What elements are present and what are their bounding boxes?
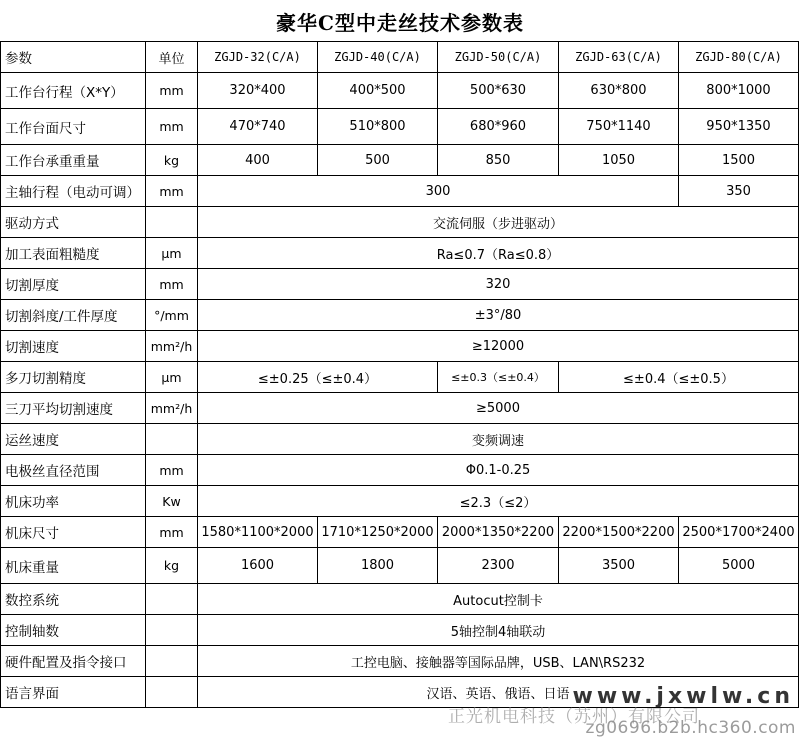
table-row bbox=[1, 455, 799, 486]
table-row bbox=[1, 300, 799, 331]
cell-value: 5轴控制4轴联动 bbox=[198, 615, 799, 646]
row-label: 控制轴数 bbox=[1, 615, 146, 646]
table-row bbox=[1, 517, 799, 548]
cell-value: 1800 bbox=[318, 548, 438, 584]
row-label: 加工表面粗糙度 bbox=[1, 238, 146, 269]
header-model: ZGJD-32(C/A) bbox=[198, 42, 318, 73]
cell-value: 交流伺服（步进驱动） bbox=[198, 207, 799, 238]
row-unit: μm bbox=[146, 362, 198, 393]
row-label: 机床功率 bbox=[1, 486, 146, 517]
table-row bbox=[1, 73, 799, 109]
header-model: ZGJD-40(C/A) bbox=[318, 42, 438, 73]
cell-value: ≤2.3（≤2） bbox=[198, 486, 799, 517]
row-unit bbox=[146, 424, 198, 455]
row-label: 硬件配置及指令接口 bbox=[1, 646, 146, 677]
cell-value: 变频调速 bbox=[198, 424, 799, 455]
cell-value: 500 bbox=[318, 145, 438, 176]
row-unit: mm bbox=[146, 73, 198, 109]
cell-value: 工控电脑、接触器等国际品牌，USB、LAN\RS232 bbox=[198, 646, 799, 677]
cell-value: 320 bbox=[198, 269, 799, 300]
row-label: 电极丝直径范围 bbox=[1, 455, 146, 486]
cell-value: 400*500 bbox=[318, 73, 438, 109]
table-row bbox=[1, 238, 799, 269]
row-label: 切割斜度/工件厚度 bbox=[1, 300, 146, 331]
row-unit bbox=[146, 584, 198, 615]
cell-value: ≤±0.4（≤±0.5） bbox=[559, 362, 799, 393]
cell-value: 500*630 bbox=[438, 73, 559, 109]
row-label: 切割速度 bbox=[1, 331, 146, 362]
row-unit bbox=[146, 615, 198, 646]
row-unit: °/mm bbox=[146, 300, 198, 331]
table-row bbox=[1, 584, 799, 615]
cell-value: ≤±0.25（≤±0.4） bbox=[198, 362, 438, 393]
row-label: 切割厚度 bbox=[1, 269, 146, 300]
cell-value: 350 bbox=[679, 176, 799, 207]
cell-value: 1710*1250*2000 bbox=[318, 517, 438, 548]
row-unit: μm bbox=[146, 238, 198, 269]
cell-value: 300 bbox=[198, 176, 679, 207]
cell-value: 汉语、英语、俄语、日语 bbox=[198, 677, 799, 708]
cell-value: Ra≤0.7（Ra≤0.8） bbox=[198, 238, 799, 269]
cell-value: 1600 bbox=[198, 548, 318, 584]
cell-value: 320*400 bbox=[198, 73, 318, 109]
row-label: 数控系统 bbox=[1, 584, 146, 615]
header-model: ZGJD-63(C/A) bbox=[559, 42, 679, 73]
cell-value: 1580*1100*2000 bbox=[198, 517, 318, 548]
row-label: 语言界面 bbox=[1, 677, 146, 708]
row-label: 三刀平均切割速度 bbox=[1, 393, 146, 424]
table-row bbox=[1, 486, 799, 517]
row-unit: mm²/h bbox=[146, 331, 198, 362]
table-row bbox=[1, 424, 799, 455]
row-label: 工作台承重重量 bbox=[1, 145, 146, 176]
row-unit: kg bbox=[146, 548, 198, 584]
cell-value: 400 bbox=[198, 145, 318, 176]
cell-value: Φ0.1-0.25 bbox=[198, 455, 799, 486]
cell-value: Autocut控制卡 bbox=[198, 584, 799, 615]
row-unit: mm bbox=[146, 109, 198, 145]
watermark-company: 正光机电科技（苏州）有限公司 bbox=[448, 707, 700, 727]
row-label: 多刀切割精度 bbox=[1, 362, 146, 393]
cell-value: 510*800 bbox=[318, 109, 438, 145]
row-label: 机床重量 bbox=[1, 548, 146, 584]
row-unit: kg bbox=[146, 145, 198, 176]
watermark-site: www.jxwlw.cn bbox=[572, 684, 794, 709]
header-param: 参数 bbox=[1, 42, 146, 73]
cell-value: ≥5000 bbox=[198, 393, 799, 424]
table-row bbox=[1, 646, 799, 677]
row-unit: mm bbox=[146, 176, 198, 207]
cell-value: 2200*1500*2200 bbox=[559, 517, 679, 548]
header-unit: 单位 bbox=[146, 42, 198, 73]
cell-value: 950*1350 bbox=[679, 109, 799, 145]
cell-value: 850 bbox=[438, 145, 559, 176]
row-label: 主轴行程（电动可调） bbox=[1, 176, 146, 207]
cell-value: 1500 bbox=[679, 145, 799, 176]
row-unit bbox=[146, 646, 198, 677]
row-unit bbox=[146, 677, 198, 708]
table-row bbox=[1, 269, 799, 300]
table-row bbox=[1, 145, 799, 176]
row-label: 机床尺寸 bbox=[1, 517, 146, 548]
cell-value: 5000 bbox=[679, 548, 799, 584]
cell-value: 3500 bbox=[559, 548, 679, 584]
row-label: 工作台行程（X*Y） bbox=[1, 73, 146, 109]
cell-value: 2000*1350*2200 bbox=[438, 517, 559, 548]
cell-value: 1050 bbox=[559, 145, 679, 176]
table-row bbox=[1, 207, 799, 238]
row-unit: mm²/h bbox=[146, 393, 198, 424]
table-row bbox=[1, 331, 799, 362]
table-row bbox=[1, 176, 799, 207]
page-title: 豪华C型中走丝技术参数表 bbox=[276, 10, 524, 35]
table-row bbox=[1, 109, 799, 145]
row-unit: mm bbox=[146, 455, 198, 486]
spec-table bbox=[0, 41, 799, 708]
cell-value: 2300 bbox=[438, 548, 559, 584]
cell-value: 680*960 bbox=[438, 109, 559, 145]
header-model: ZGJD-80(C/A) bbox=[679, 42, 799, 73]
cell-value: 2500*1700*2400 bbox=[679, 517, 799, 548]
row-label: 运丝速度 bbox=[1, 424, 146, 455]
cell-value: ≥12000 bbox=[198, 331, 799, 362]
cell-value: 630*800 bbox=[559, 73, 679, 109]
table-row bbox=[1, 362, 799, 393]
table-row bbox=[1, 615, 799, 646]
cell-value: ±3°/80 bbox=[198, 300, 799, 331]
watermark-url: zg0696.b2b.hc360.com bbox=[585, 718, 796, 738]
row-unit bbox=[146, 207, 198, 238]
table-row bbox=[1, 548, 799, 584]
header-row bbox=[1, 42, 799, 73]
row-unit: mm bbox=[146, 269, 198, 300]
table-row bbox=[1, 393, 799, 424]
row-label: 驱动方式 bbox=[1, 207, 146, 238]
row-unit: mm bbox=[146, 517, 198, 548]
cell-value: 750*1140 bbox=[559, 109, 679, 145]
row-unit: Kw bbox=[146, 486, 198, 517]
header-model: ZGJD-50(C/A) bbox=[438, 42, 559, 73]
cell-value: ≤±0.3（≤±0.4） bbox=[438, 362, 559, 393]
cell-value: 800*1000 bbox=[679, 73, 799, 109]
cell-value: 470*740 bbox=[198, 109, 318, 145]
row-label: 工作台面尺寸 bbox=[1, 109, 146, 145]
